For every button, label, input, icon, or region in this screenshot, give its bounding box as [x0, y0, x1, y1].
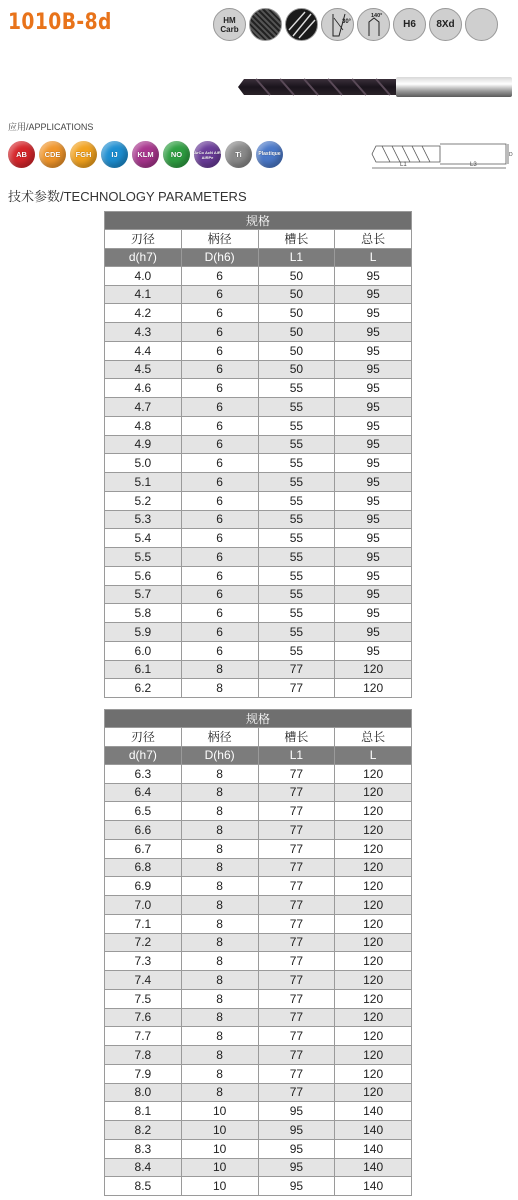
table-row — [105, 548, 412, 567]
cell-flute-length: 55 — [258, 641, 335, 660]
cell-cutting-diameter: 5.1 — [105, 473, 182, 492]
table-row — [105, 623, 412, 642]
app-klm-icon: KLM — [132, 141, 159, 168]
table-row — [105, 839, 412, 858]
table-row — [105, 1102, 412, 1121]
table-row — [105, 679, 412, 698]
cell-total-length: 140 — [335, 1139, 412, 1158]
cell-total-length: 95 — [335, 510, 412, 529]
cell-total-length: 95 — [335, 323, 412, 342]
point-angle-30-icon — [321, 8, 354, 41]
table-row — [105, 952, 412, 971]
col-name-flute-length: 槽长 — [258, 230, 335, 249]
table-row — [105, 1083, 412, 1102]
cell-flute-length: 55 — [258, 398, 335, 417]
table-row — [105, 1046, 412, 1065]
cell-flute-length: 77 — [258, 1083, 335, 1102]
cell-flute-length: 55 — [258, 379, 335, 398]
cell-total-length: 120 — [335, 877, 412, 896]
tip-angle-label: 140° — [370, 12, 382, 19]
cell-flute-length: 50 — [258, 285, 335, 304]
cell-cutting-diameter: 7.5 — [105, 989, 182, 1008]
spec-table-1 — [104, 211, 412, 698]
cell-total-length: 95 — [335, 379, 412, 398]
cell-shank-diameter: 8 — [181, 764, 258, 783]
cell-shank-diameter: 6 — [181, 416, 258, 435]
cell-cutting-diameter: 4.6 — [105, 379, 182, 398]
spec-table-2 — [104, 709, 412, 1196]
cell-total-length: 95 — [335, 473, 412, 492]
cell-shank-diameter: 10 — [181, 1177, 258, 1196]
cell-shank-diameter: 10 — [181, 1121, 258, 1140]
cell-cutting-diameter: 5.7 — [105, 585, 182, 604]
cell-flute-length: 50 — [258, 304, 335, 323]
cell-flute-length: 77 — [258, 783, 335, 802]
cell-shank-diameter: 8 — [181, 839, 258, 858]
cell-total-length: 120 — [335, 1046, 412, 1065]
table-row — [105, 933, 412, 952]
cell-flute-length: 77 — [258, 914, 335, 933]
cell-shank-diameter: 6 — [181, 623, 258, 642]
cell-shank-diameter: 6 — [181, 285, 258, 304]
table-row — [105, 266, 412, 285]
table-row — [105, 304, 412, 323]
cell-flute-length: 77 — [258, 839, 335, 858]
table-row — [105, 473, 412, 492]
cell-flute-length: 55 — [258, 604, 335, 623]
cell-total-length: 120 — [335, 1027, 412, 1046]
cell-total-length: 120 — [335, 1008, 412, 1027]
app-fgh-icon: FGH — [70, 141, 97, 168]
h6-tolerance-icon: H6 — [393, 8, 426, 41]
cell-flute-length: 95 — [258, 1177, 335, 1196]
cell-shank-diameter: 6 — [181, 341, 258, 360]
cell-total-length: 120 — [335, 839, 412, 858]
cell-shank-diameter: 10 — [181, 1139, 258, 1158]
table-row — [105, 783, 412, 802]
cell-flute-length: 50 — [258, 323, 335, 342]
cell-cutting-diameter: 4.4 — [105, 341, 182, 360]
cell-cutting-diameter: 5.4 — [105, 529, 182, 548]
cell-shank-diameter: 6 — [181, 548, 258, 567]
cell-total-length: 120 — [335, 858, 412, 877]
app-no-icon: NO — [163, 141, 190, 168]
cell-shank-diameter: 6 — [181, 473, 258, 492]
cell-total-length: 120 — [335, 989, 412, 1008]
cell-shank-diameter: 8 — [181, 971, 258, 990]
cell-shank-diameter: 10 — [181, 1158, 258, 1177]
cell-total-length: 120 — [335, 1083, 412, 1102]
table-row — [105, 1177, 412, 1196]
col-name-cutting-diameter: 刃径 — [105, 728, 182, 747]
cell-cutting-diameter: 7.9 — [105, 1064, 182, 1083]
table-row — [105, 379, 412, 398]
cell-total-length: 140 — [335, 1158, 412, 1177]
cell-shank-diameter: 6 — [181, 323, 258, 342]
table-1-body — [105, 266, 412, 697]
cell-shank-diameter: 8 — [181, 1083, 258, 1102]
table-row — [105, 510, 412, 529]
table-row — [105, 1027, 412, 1046]
cell-total-length: 120 — [335, 783, 412, 802]
cell-shank-diameter: 8 — [181, 821, 258, 840]
cell-total-length: 95 — [335, 566, 412, 585]
cell-flute-length: 55 — [258, 416, 335, 435]
table-row — [105, 604, 412, 623]
cell-flute-length: 95 — [258, 1158, 335, 1177]
cell-shank-diameter: 8 — [181, 1008, 258, 1027]
cell-total-length: 140 — [335, 1121, 412, 1140]
cell-shank-diameter: 8 — [181, 1064, 258, 1083]
cell-shank-diameter: 6 — [181, 641, 258, 660]
depth-8xd-icon: 8Xd — [429, 8, 462, 41]
cell-flute-length: 77 — [258, 679, 335, 698]
table-row — [105, 896, 412, 915]
table-row — [105, 416, 412, 435]
applications-label: 应用/APPLICATIONS — [8, 122, 94, 132]
cell-total-length: 120 — [335, 821, 412, 840]
cell-cutting-diameter: 8.5 — [105, 1177, 182, 1196]
cell-total-length: 120 — [335, 1064, 412, 1083]
cell-total-length: 95 — [335, 304, 412, 323]
cell-total-length: 120 — [335, 971, 412, 990]
cell-flute-length: 55 — [258, 529, 335, 548]
cell-total-length: 95 — [335, 623, 412, 642]
cell-shank-diameter: 6 — [181, 266, 258, 285]
cell-cutting-diameter: 5.0 — [105, 454, 182, 473]
cell-total-length: 140 — [335, 1102, 412, 1121]
table-2-body — [105, 764, 412, 1195]
cell-cutting-diameter: 8.0 — [105, 1083, 182, 1102]
cell-total-length: 95 — [335, 641, 412, 660]
technology-parameters-label: 技术参数/TECHNOLOGY PARAMETERS — [8, 189, 247, 204]
coating-pattern-icon — [249, 8, 282, 41]
table-row — [105, 914, 412, 933]
table-title: 规格 — [105, 212, 412, 230]
cell-total-length: 120 — [335, 933, 412, 952]
cell-cutting-diameter: 6.3 — [105, 764, 182, 783]
tip-angle-140-icon — [357, 8, 390, 41]
cell-total-length: 95 — [335, 585, 412, 604]
cell-flute-length: 77 — [258, 1008, 335, 1027]
cell-cutting-diameter: 6.7 — [105, 839, 182, 858]
cell-flute-length: 55 — [258, 473, 335, 492]
table-row — [105, 821, 412, 840]
cell-total-length: 95 — [335, 454, 412, 473]
table-row — [105, 877, 412, 896]
cell-flute-length: 55 — [258, 435, 335, 454]
table-row — [105, 1121, 412, 1140]
table-title: 规格 — [105, 710, 412, 728]
cell-cutting-diameter: 4.0 — [105, 266, 182, 285]
product-title: 1010B-8d — [8, 10, 112, 35]
cell-cutting-diameter: 7.3 — [105, 952, 182, 971]
cell-shank-diameter: 8 — [181, 952, 258, 971]
drill-schematic — [370, 138, 512, 172]
cell-cutting-diameter: 4.3 — [105, 323, 182, 342]
cell-cutting-diameter: 7.7 — [105, 1027, 182, 1046]
cell-shank-diameter: 6 — [181, 304, 258, 323]
cell-shank-diameter: 6 — [181, 491, 258, 510]
table-row — [105, 1158, 412, 1177]
cell-flute-length: 50 — [258, 360, 335, 379]
spiral-flute-icon — [285, 8, 318, 41]
table-row — [105, 971, 412, 990]
cell-cutting-diameter: 5.6 — [105, 566, 182, 585]
cell-shank-diameter: 8 — [181, 660, 258, 679]
col-name-shank-diameter: 柄径 — [181, 230, 258, 249]
cell-cutting-diameter: 7.6 — [105, 1008, 182, 1027]
cell-cutting-diameter: 6.9 — [105, 877, 182, 896]
cell-flute-length: 55 — [258, 510, 335, 529]
table-row — [105, 398, 412, 417]
cell-total-length: 120 — [335, 679, 412, 698]
table-row — [105, 585, 412, 604]
col-unit-D: D(h6) — [181, 248, 258, 266]
cell-cutting-diameter: 6.4 — [105, 783, 182, 802]
cell-shank-diameter: 8 — [181, 914, 258, 933]
schematic-l1-label: L1 — [400, 162, 407, 168]
app-ij-icon: IJ — [101, 141, 128, 168]
cell-flute-length: 55 — [258, 454, 335, 473]
cell-cutting-diameter: 5.9 — [105, 623, 182, 642]
cell-flute-length: 77 — [258, 802, 335, 821]
cell-total-length: 95 — [335, 341, 412, 360]
cell-cutting-diameter: 6.8 — [105, 858, 182, 877]
app-alloy-icon: ArCo AcN AlR AlRPe — [194, 141, 221, 168]
col-unit-L: L — [335, 248, 412, 266]
table-row — [105, 435, 412, 454]
col-name-shank-diameter: 柄径 — [181, 728, 258, 747]
cell-cutting-diameter: 6.2 — [105, 679, 182, 698]
cell-total-length: 95 — [335, 548, 412, 567]
cell-total-length: 95 — [335, 604, 412, 623]
cell-cutting-diameter: 7.8 — [105, 1046, 182, 1065]
cell-total-length: 120 — [335, 764, 412, 783]
app-plastique-icon: Plastique — [256, 141, 283, 168]
cell-shank-diameter: 6 — [181, 398, 258, 417]
hm-carb-icon: HM Carb — [213, 8, 246, 41]
cell-cutting-diameter: 4.7 — [105, 398, 182, 417]
cell-cutting-diameter: 7.4 — [105, 971, 182, 990]
app-cde-icon: CDE — [39, 141, 66, 168]
col-unit-L1: L1 — [258, 746, 335, 764]
drill-image — [236, 74, 514, 100]
cell-flute-length: 77 — [258, 1027, 335, 1046]
cell-shank-diameter: 8 — [181, 1027, 258, 1046]
table-row — [105, 1008, 412, 1027]
schematic-d-label: D — [509, 152, 513, 158]
table-row — [105, 641, 412, 660]
cell-shank-diameter: 6 — [181, 360, 258, 379]
table-row — [105, 660, 412, 679]
cell-flute-length: 55 — [258, 623, 335, 642]
cell-total-length: 95 — [335, 529, 412, 548]
cell-cutting-diameter: 5.3 — [105, 510, 182, 529]
cell-total-length: 120 — [335, 802, 412, 821]
cell-flute-length: 55 — [258, 566, 335, 585]
cell-cutting-diameter: 5.5 — [105, 548, 182, 567]
table-row — [105, 454, 412, 473]
cell-flute-length: 77 — [258, 821, 335, 840]
cell-shank-diameter: 8 — [181, 933, 258, 952]
cell-cutting-diameter: 6.6 — [105, 821, 182, 840]
cell-cutting-diameter: 5.8 — [105, 604, 182, 623]
table-row — [105, 529, 412, 548]
cell-total-length: 120 — [335, 660, 412, 679]
cell-flute-length: 77 — [258, 1046, 335, 1065]
cell-total-length: 120 — [335, 914, 412, 933]
cell-flute-length: 77 — [258, 877, 335, 896]
col-unit-L: L — [335, 746, 412, 764]
cell-flute-length: 77 — [258, 764, 335, 783]
col-unit-d: d(h7) — [105, 248, 182, 266]
cell-cutting-diameter: 8.3 — [105, 1139, 182, 1158]
table-row — [105, 858, 412, 877]
point-angle-label: 30° — [341, 18, 351, 25]
col-unit-d: d(h7) — [105, 746, 182, 764]
blank-icon — [465, 8, 498, 41]
cell-flute-length: 55 — [258, 585, 335, 604]
app-ab-icon: AB — [8, 141, 35, 168]
table-row — [105, 360, 412, 379]
cell-flute-length: 77 — [258, 989, 335, 1008]
cell-cutting-diameter: 4.2 — [105, 304, 182, 323]
cell-total-length: 95 — [335, 416, 412, 435]
cell-flute-length: 77 — [258, 952, 335, 971]
cell-cutting-diameter: 4.8 — [105, 416, 182, 435]
cell-cutting-diameter: 8.1 — [105, 1102, 182, 1121]
cell-total-length: 95 — [335, 266, 412, 285]
cell-flute-length: 55 — [258, 491, 335, 510]
schematic-l3-label: L3 — [470, 162, 477, 168]
cell-flute-length: 77 — [258, 896, 335, 915]
table-row — [105, 1139, 412, 1158]
table-row — [105, 341, 412, 360]
cell-flute-length: 95 — [258, 1121, 335, 1140]
table-row — [105, 989, 412, 1008]
col-name-flute-length: 槽长 — [258, 728, 335, 747]
cell-shank-diameter: 6 — [181, 585, 258, 604]
col-name-total-length: 总长 — [335, 230, 412, 249]
col-unit-D: D(h6) — [181, 746, 258, 764]
cell-shank-diameter: 6 — [181, 604, 258, 623]
cell-shank-diameter: 6 — [181, 529, 258, 548]
cell-flute-length: 77 — [258, 933, 335, 952]
cell-flute-length: 77 — [258, 858, 335, 877]
cell-cutting-diameter: 4.1 — [105, 285, 182, 304]
table-row — [105, 1064, 412, 1083]
cell-cutting-diameter: 7.2 — [105, 933, 182, 952]
app-ti-icon: Ti — [225, 141, 252, 168]
cell-shank-diameter: 8 — [181, 877, 258, 896]
table-row — [105, 802, 412, 821]
cell-total-length: 95 — [335, 398, 412, 417]
cell-total-length: 95 — [335, 435, 412, 454]
cell-flute-length: 95 — [258, 1102, 335, 1121]
table-row — [105, 323, 412, 342]
feature-icons — [213, 8, 498, 41]
cell-cutting-diameter: 8.2 — [105, 1121, 182, 1140]
cell-cutting-diameter: 6.1 — [105, 660, 182, 679]
applications-list — [8, 141, 283, 168]
cell-cutting-diameter: 5.2 — [105, 491, 182, 510]
cell-total-length: 120 — [335, 952, 412, 971]
cell-shank-diameter: 8 — [181, 783, 258, 802]
cell-shank-diameter: 10 — [181, 1102, 258, 1121]
cell-shank-diameter: 8 — [181, 989, 258, 1008]
cell-cutting-diameter: 7.1 — [105, 914, 182, 933]
cell-total-length: 140 — [335, 1177, 412, 1196]
cell-shank-diameter: 6 — [181, 510, 258, 529]
cell-total-length: 95 — [335, 360, 412, 379]
cell-shank-diameter: 6 — [181, 379, 258, 398]
cell-flute-length: 50 — [258, 341, 335, 360]
cell-shank-diameter: 8 — [181, 1046, 258, 1065]
cell-shank-diameter: 8 — [181, 679, 258, 698]
cell-cutting-diameter: 6.5 — [105, 802, 182, 821]
table-row — [105, 764, 412, 783]
col-name-cutting-diameter: 刃径 — [105, 230, 182, 249]
col-unit-L1: L1 — [258, 248, 335, 266]
cell-flute-length: 50 — [258, 266, 335, 285]
cell-cutting-diameter: 4.9 — [105, 435, 182, 454]
table-row — [105, 285, 412, 304]
cell-cutting-diameter: 6.0 — [105, 641, 182, 660]
cell-cutting-diameter: 8.4 — [105, 1158, 182, 1177]
cell-shank-diameter: 6 — [181, 566, 258, 585]
cell-shank-diameter: 8 — [181, 858, 258, 877]
col-name-total-length: 总长 — [335, 728, 412, 747]
cell-shank-diameter: 6 — [181, 435, 258, 454]
cell-total-length: 95 — [335, 491, 412, 510]
cell-flute-length: 77 — [258, 660, 335, 679]
cell-flute-length: 55 — [258, 548, 335, 567]
cell-total-length: 95 — [335, 285, 412, 304]
cell-shank-diameter: 6 — [181, 454, 258, 473]
cell-flute-length: 77 — [258, 971, 335, 990]
cell-total-length: 120 — [335, 896, 412, 915]
cell-flute-length: 95 — [258, 1139, 335, 1158]
cell-flute-length: 77 — [258, 1064, 335, 1083]
table-row — [105, 566, 412, 585]
cell-cutting-diameter: 4.5 — [105, 360, 182, 379]
cell-shank-diameter: 8 — [181, 896, 258, 915]
table-row — [105, 491, 412, 510]
cell-shank-diameter: 8 — [181, 802, 258, 821]
cell-cutting-diameter: 7.0 — [105, 896, 182, 915]
